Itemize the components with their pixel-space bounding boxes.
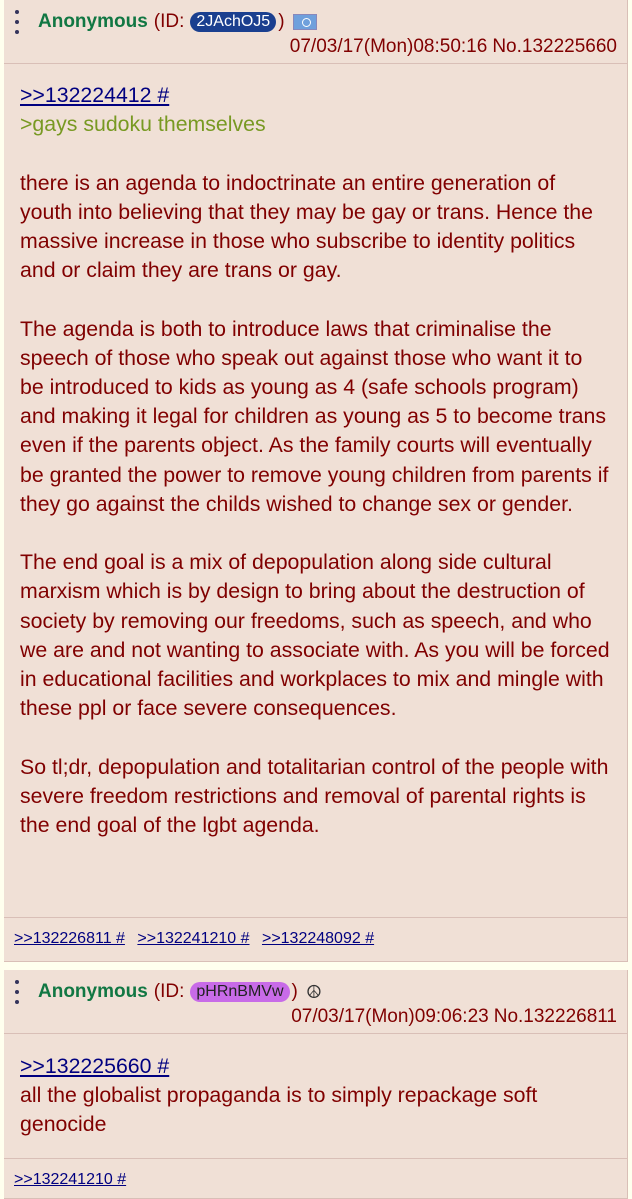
backlink[interactable]: >>132248092 #	[261, 930, 375, 947]
message-paragraph: So tl;dr, depopulation and totalitarian control of the people with severe freedom restrictions and removal of parental rights is the end goal of the lgbt agenda.	[20, 754, 609, 838]
backlinks	[4, 1158, 627, 1199]
poster-name: Anonymous	[38, 981, 148, 1002]
backlink[interactable]: >>132226811 #	[14, 930, 125, 947]
poster-id-badge[interactable]: 2JAchOJ5	[190, 12, 276, 32]
post-menu-icon[interactable]	[14, 980, 20, 1004]
post-number[interactable]: No.132225660	[492, 36, 617, 57]
id-label: (ID:	[153, 981, 185, 1002]
quote-link[interactable]: >>132224412 #	[20, 83, 170, 107]
post-132225660	[4, 0, 628, 962]
post-header	[4, 970, 627, 1034]
post-menu-icon[interactable]	[14, 10, 20, 34]
poster-name: Anonymous	[38, 11, 148, 32]
post-message	[4, 1034, 627, 1150]
backlink[interactable]: >>132241210 #	[137, 930, 250, 947]
post-datetime-number	[291, 1005, 617, 1029]
message-paragraph: The end goal is a mix of depopulation along side cultural marxism which is by design to bring about the destruction of society by removing our freedoms, such as speech, and who we are and not wanting to associate with. As you will be forced in educational facilities and workplaces to mix and mingle with these ppl or face severe consequences.	[20, 550, 610, 721]
message-text: all the globalist propaganda is to simply repackage soft genocide	[20, 1083, 538, 1137]
post-datetime: 07/03/17(Mon)09:06:23	[291, 1006, 489, 1027]
poster-id-badge[interactable]: pHRnBMVw	[190, 982, 289, 1002]
id-label: (ID:	[153, 11, 185, 32]
un-flag-icon	[293, 14, 317, 30]
quote-link[interactable]: >>132225660 #	[20, 1054, 170, 1078]
post-name-line	[38, 979, 322, 1005]
id-suffix: )	[291, 981, 298, 1002]
peace-sign-icon: ☮	[305, 982, 322, 1002]
post-message	[4, 64, 627, 850]
message-paragraph: The agenda is both to introduce laws that criminalise the speech of those who speak out against those who want it to be introduced to kids as young as 4 (safe schools program) and making it legal for children as young as 5 to become trans even if the parents object. As the family courts will eventually be granted the power to remove young children from parents if they go against the childs wished to change sex or gender.	[20, 316, 609, 516]
post-datetime-number	[290, 35, 617, 59]
post-name-line	[38, 9, 317, 35]
post-number[interactable]: No.132226811	[493, 1006, 617, 1027]
post-header	[4, 0, 627, 64]
backlink[interactable]: >>132241210 #	[14, 1171, 127, 1188]
id-suffix: )	[278, 11, 285, 32]
backlinks	[4, 917, 627, 960]
post-132226811	[4, 970, 628, 1199]
post-datetime: 07/03/17(Mon)08:50:16	[289, 36, 488, 57]
message-paragraph: there is an agenda to indoctrinate an entire generation of youth into believing that they may be gay or trans. Hence the massive increase in those who subscribe to identity politics and or claim they are trans or gay.	[20, 170, 593, 283]
greentext-line: >gays sudoku themselves	[20, 112, 266, 137]
